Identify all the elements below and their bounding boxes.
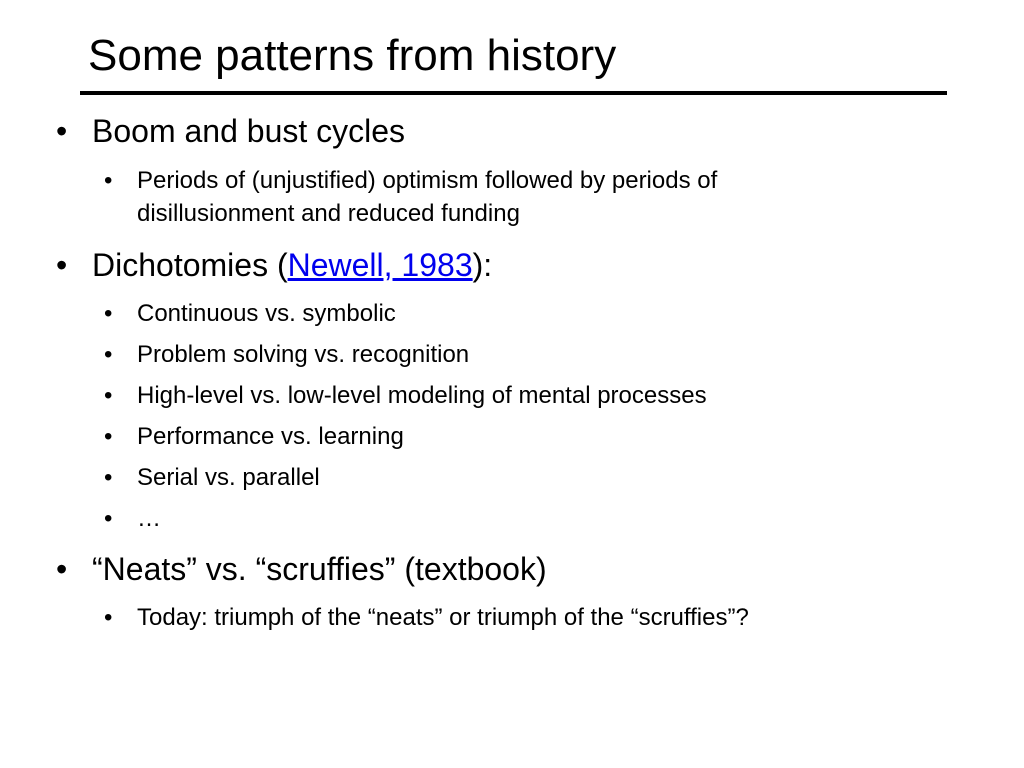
bullet-text: “Neats” vs. “scruffies” (textbook): [92, 551, 547, 587]
bullet-dot: •: [104, 604, 113, 631]
dichotomies-suffix: ):: [472, 247, 493, 283]
sub-bullet-text: High-level vs. low-level modeling of mental processes: [137, 382, 707, 409]
sub-bullet-line-2: disillusionment and reduced funding: [137, 200, 520, 227]
bullet-text: [92, 246, 492, 284]
sub-bullet-text: Problem solving vs. recognition: [137, 341, 470, 368]
bullet-dot: •: [104, 423, 113, 450]
sub-bullet-line-1: Periods of (unjustified) optimism followed by periods of: [137, 167, 718, 194]
dichotomies-prefix: Dichotomies (: [92, 247, 288, 283]
sub-bullet-text: Continuous vs. symbolic: [137, 300, 396, 327]
bullet-dot: •: [56, 113, 68, 149]
bullet-dot: •: [56, 551, 68, 587]
bullet-dot: •: [104, 167, 113, 194]
bullet-dot: •: [104, 341, 113, 368]
slide-title: Some patterns from history: [88, 31, 617, 80]
sub-bullet-text: Serial vs. parallel: [137, 464, 320, 491]
sub-bullet-text: …: [137, 505, 161, 532]
sub-bullet-text: Performance vs. learning: [137, 423, 404, 450]
bullet-dot: •: [104, 382, 113, 409]
bullet-text: Boom and bust cycles: [92, 113, 406, 149]
bullet-dot: •: [56, 247, 68, 283]
newell-1983-link[interactable]: Newell, 1983: [287, 247, 473, 283]
title-underline: [80, 91, 947, 95]
bullet-dot: •: [104, 464, 113, 491]
sub-bullet-text: Today: triumph of the “neats” or triumph of the “scruffies”?: [137, 604, 749, 631]
bullet-dot: •: [104, 505, 113, 532]
bullet-dot: •: [104, 300, 113, 327]
